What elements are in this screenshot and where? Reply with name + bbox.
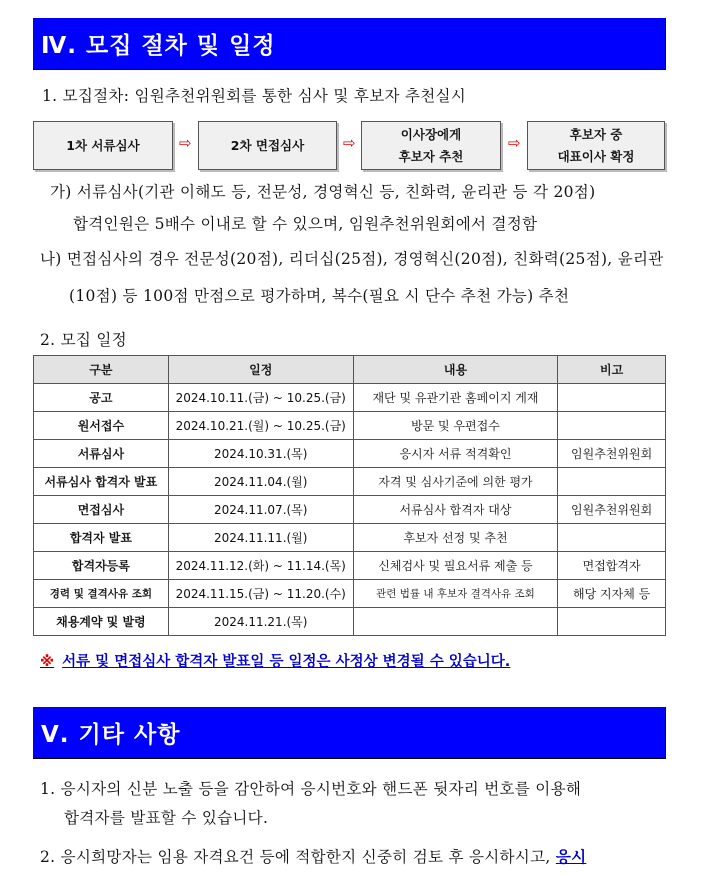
flow-step-document-review <box>33 121 173 170</box>
table-row <box>34 496 666 524</box>
table-cell: 2024.11.11.(월) <box>168 524 353 552</box>
table-cell: 2024.11.15.(금) ~ 11.20.(수) <box>168 580 353 608</box>
table-cell: 임원추천위원회 <box>558 440 666 468</box>
schedule-heading: 2. 모집 일정 <box>40 331 127 349</box>
table-cell: 방문 및 우편접수 <box>353 412 558 440</box>
table-cell: 면접심사 <box>34 496 169 524</box>
table-cell: 관련 법률 내 후보자 결격사유 조회 <box>353 580 558 608</box>
schedule-change-notice <box>40 650 510 671</box>
table-cell: 2024.11.07.(목) <box>168 496 353 524</box>
table-cell: 자격 및 심사기준에 의한 평가 <box>353 468 558 496</box>
table-cell <box>558 412 666 440</box>
table-header-row <box>34 356 666 384</box>
other-item-1: 1. 응시자의 신분 노출 등을 감안하여 응시번호와 핸드폰 뒷자리 번호를 이용해 <box>40 780 582 798</box>
table-cell: 2024.11.21.(목) <box>168 608 353 636</box>
other-item-1-continued: 합격자를 발표할 수 있습니다. <box>64 809 269 827</box>
section-4-header <box>33 18 666 70</box>
section-4-title: Ⅳ. 모집 절차 및 일정 <box>41 33 276 59</box>
column-header-date: 일정 <box>168 356 353 384</box>
column-header-category: 구분 <box>34 356 169 384</box>
table-cell: 해당 지자체 등 <box>558 580 666 608</box>
table-cell: 2024.10.21.(월) ~ 10.25.(금) <box>168 412 353 440</box>
table-row <box>34 608 666 636</box>
schedule-table <box>33 355 666 636</box>
table-cell: 경력 및 결격사유 조회 <box>34 580 169 608</box>
table-cell: 채용계약 및 발령 <box>34 608 169 636</box>
flow-step-confirm-ceo <box>527 121 665 170</box>
other-item-2-emphasis: 응시 <box>555 847 587 866</box>
table-cell <box>558 468 666 496</box>
flow-step-recommend <box>361 121 501 170</box>
table-cell: 합격자등록 <box>34 552 169 580</box>
table-cell: 후보자 선정 및 추천 <box>353 524 558 552</box>
column-header-note: 비고 <box>558 356 666 384</box>
table-cell: 서류심사 합격자 대상 <box>353 496 558 524</box>
table-cell: 재단 및 유관기관 홈페이지 게재 <box>353 384 558 412</box>
document-review-criteria: 가) 서류심사(기관 이해도 등, 전문성, 경영혁신 등, 친화력, 윤리관 등 각 20점) <box>50 183 596 201</box>
flow-step-4-label-2: 대표이사 확정 <box>557 148 635 164</box>
table-row <box>34 412 666 440</box>
table-cell: 서류심사 <box>34 440 169 468</box>
table-row <box>34 552 666 580</box>
table-cell: 2024.11.04.(월) <box>168 468 353 496</box>
table-cell <box>353 608 558 636</box>
table-row <box>34 580 666 608</box>
schedule-change-notice-text: 서류 및 면접심사 합격자 발표일 등 일정은 사정상 변경될 수 있습니다. <box>62 654 511 670</box>
table-cell: 공고 <box>34 384 169 412</box>
other-item-2 <box>40 845 586 867</box>
table-cell <box>558 608 666 636</box>
section-5-header <box>33 707 666 759</box>
table-cell: 원서접수 <box>34 412 169 440</box>
table-cell: 응시자 서류 적격확인 <box>353 440 558 468</box>
recruitment-procedure-heading: 1. 모집절차: 임원추천위원회를 통한 심사 및 후보자 추천실시 <box>42 87 467 105</box>
interview-criteria: 나) 면접심사의 경우 전문성(20점), 리더십(25점), 경영혁신(20점), 친화력(25점), 윤리관 <box>40 250 664 268</box>
document-review-pass-count: 합격인원은 5배수 이내로 할 수 있으며, 임원추천위원회에서 결정함 <box>73 215 538 233</box>
flow-step-interview <box>198 121 337 170</box>
table-cell: 합격자 발표 <box>34 524 169 552</box>
table-cell: 신체검사 및 필요서류 제출 등 <box>353 552 558 580</box>
flow-arrow-icon: ⇨ <box>343 134 356 152</box>
reference-mark-icon: ※ <box>40 654 55 670</box>
table-cell: 임원추천위원회 <box>558 496 666 524</box>
table-cell: 2024.10.31.(목) <box>168 440 353 468</box>
table-cell <box>558 524 666 552</box>
table-cell: 서류심사 합격자 발표 <box>34 468 169 496</box>
section-5-title: Ⅴ. 기타 사항 <box>41 722 181 748</box>
table-cell <box>558 384 666 412</box>
flow-step-3-label-1: 이사장에게 <box>400 126 462 142</box>
interview-scoring: (10점) 등 100점 만점으로 평가하며, 복수(필요 시 단수 추천 가능) 추천 <box>69 287 570 305</box>
flow-arrow-icon: ⇨ <box>179 134 192 152</box>
flow-arrow-icon: ⇨ <box>508 134 521 152</box>
table-row <box>34 524 666 552</box>
table-row <box>34 440 666 468</box>
flow-step-2-label: 2차 면접심사 <box>230 137 305 153</box>
table-row <box>34 468 666 496</box>
table-row <box>34 384 666 412</box>
flow-step-4-label-1: 후보자 중 <box>569 126 623 142</box>
table-cell: 2024.10.11.(금) ~ 10.25.(금) <box>168 384 353 412</box>
table-cell: 면접합격자 <box>558 552 666 580</box>
table-cell: 2024.11.12.(화) ~ 11.14.(목) <box>168 552 353 580</box>
other-item-2-text: 2. 응시희망자는 임용 자격요건 등에 적합한지 신중히 검토 후 응시하시고, <box>40 848 551 866</box>
column-header-content: 내용 <box>353 356 558 384</box>
flow-step-3-label-2: 후보자 추천 <box>398 148 464 164</box>
flow-step-1-label: 1차 서류심사 <box>66 137 140 153</box>
